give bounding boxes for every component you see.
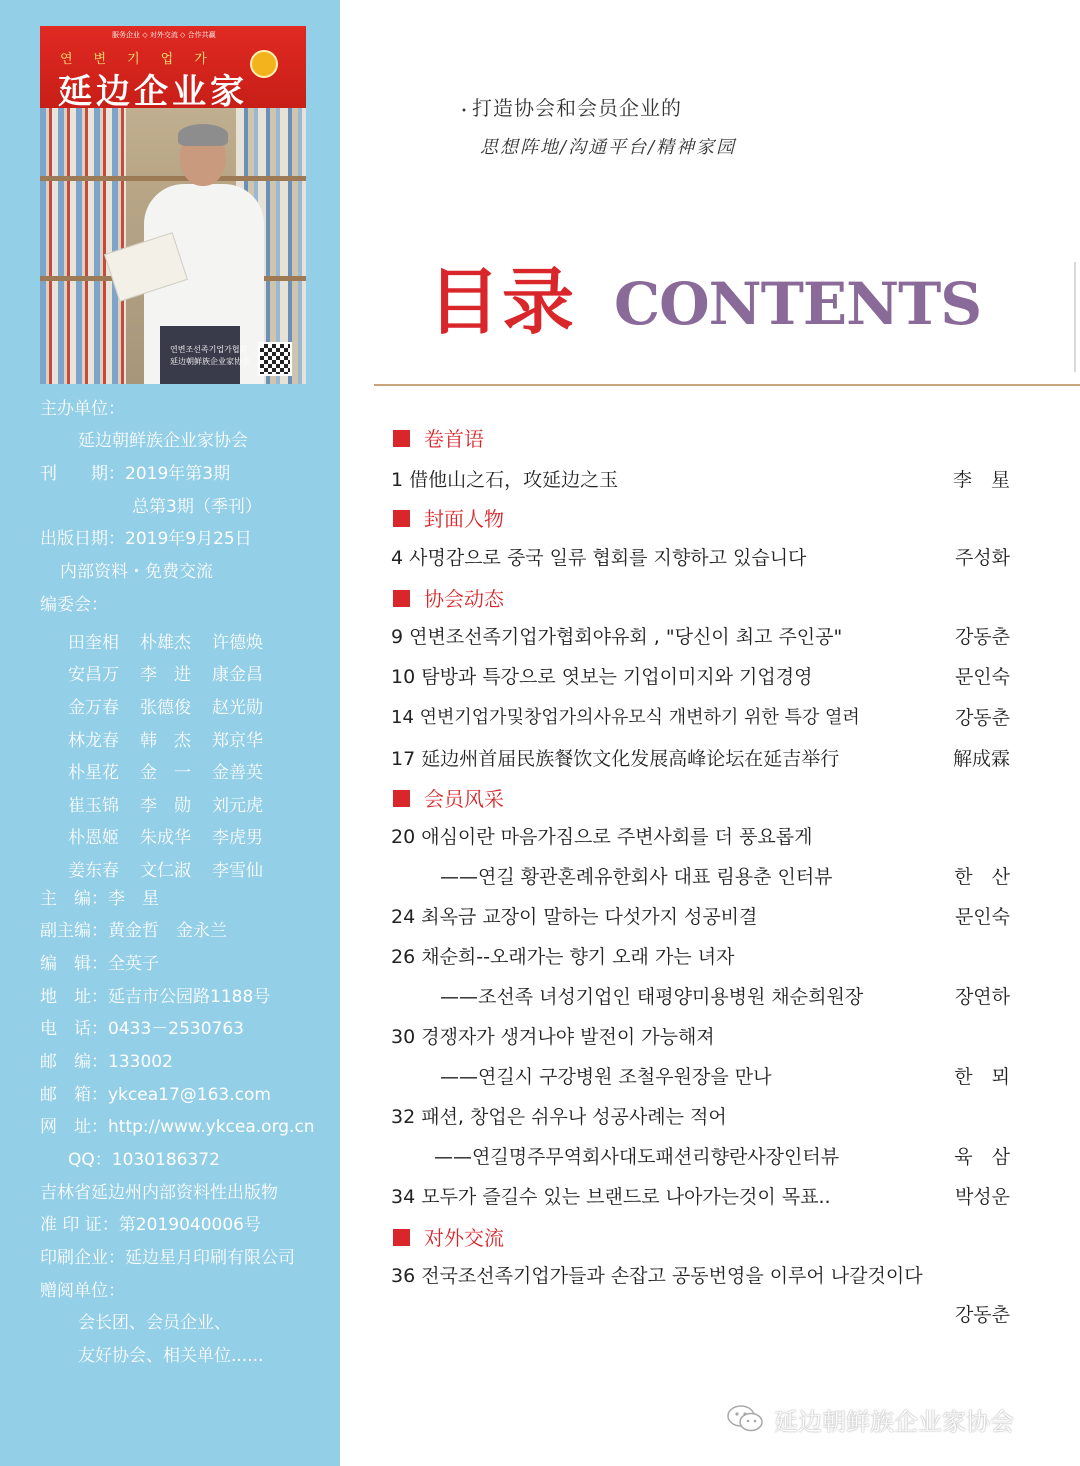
toc-author: 한 산 bbox=[954, 866, 1010, 888]
editor-row bbox=[68, 754, 298, 787]
square-bullet-icon bbox=[393, 790, 410, 807]
editor-name: 韩 杰 bbox=[140, 730, 191, 751]
magazine-cover bbox=[40, 26, 306, 384]
toc-entry[interactable]: 1 借他山之石，攻延边之玉 bbox=[391, 469, 619, 491]
host-label: 主办单位： bbox=[40, 399, 125, 419]
slogan-bullet: ・ bbox=[456, 101, 473, 120]
cover-korean-title: 연변기업가 bbox=[60, 52, 228, 67]
toc-entry-subtitle: ——연길명주무역회사대도패션리향란사장인터뷰 bbox=[434, 1146, 840, 1168]
sidebar bbox=[0, 0, 340, 1466]
toc-author: 육 삼 bbox=[954, 1146, 1010, 1168]
editor-name: 田奎相 bbox=[68, 632, 119, 653]
cover-shelf-board bbox=[40, 176, 306, 181]
editor-name: 李虎男 bbox=[212, 828, 263, 849]
toc-author: 李 星 bbox=[952, 469, 1010, 491]
print-permit: 准 印 证：第2019040006号 bbox=[40, 1215, 261, 1235]
toc-author: 문인숙 bbox=[954, 666, 1010, 688]
editor-name: 李雪仙 bbox=[212, 860, 263, 881]
editor-name: 金万春 bbox=[68, 697, 119, 718]
editor-row bbox=[68, 657, 298, 690]
editor-name: 李 进 bbox=[140, 665, 191, 686]
cover-logo-icon bbox=[250, 50, 278, 78]
section-title: 会员风采 bbox=[424, 787, 504, 811]
toc-author: 解成霖 bbox=[952, 748, 1010, 770]
editor-name: 金 一 bbox=[140, 763, 191, 784]
toc-entry[interactable]: 36 전국조선족기업가들과 손잡고 공동번영을 이루어 나갈것이다 bbox=[391, 1265, 923, 1287]
email: 邮 箱：ykcea17@163.com bbox=[40, 1085, 271, 1105]
toc-entry[interactable]: 30 경쟁자가 생겨나야 발전이 가능해져 bbox=[391, 1026, 715, 1048]
toc-entry-subtitle: ——조선족 녀성기업인 태평양미용병원 채순희원장 bbox=[440, 986, 864, 1008]
editor-name: 李 勋 bbox=[140, 795, 191, 816]
qq-number: QQ：1030186372 bbox=[68, 1150, 220, 1170]
website: 网 址：http://www.ykcea.org.cn bbox=[40, 1117, 315, 1137]
contents-title-cn: 目录 bbox=[428, 259, 577, 344]
editors-label: 编委会： bbox=[40, 595, 108, 615]
editor-name: 姜东春 bbox=[68, 860, 119, 881]
editor-name: 朴恩姬 bbox=[68, 828, 119, 849]
toc-entry[interactable]: 34 모두가 즐길수 있는 브랜드로 나아가는것이 목표.. bbox=[391, 1186, 831, 1208]
section-heading bbox=[393, 585, 504, 613]
slogan-line-2: 思想阵地/沟通平台/精神家园 bbox=[480, 137, 737, 158]
toc-author: 장연하 bbox=[954, 986, 1010, 1008]
section-title: 协会动态 bbox=[424, 587, 504, 611]
editor-name: 朱成华 bbox=[140, 828, 191, 849]
toc-author: 강동춘 bbox=[954, 707, 1010, 729]
issue-total: 总第3期（季刊） bbox=[132, 497, 262, 517]
toc-author: 강동춘 bbox=[954, 1304, 1010, 1326]
editor-name: 崔玉锦 bbox=[68, 795, 119, 816]
section-heading bbox=[393, 505, 504, 533]
toc-entry[interactable]: 10 탐방과 특강으로 엿보는 기업이미지와 기업경영 bbox=[391, 666, 813, 688]
editor-row bbox=[68, 852, 298, 885]
deputy-editor: 副主编：黄金哲 金永兰 bbox=[40, 921, 227, 941]
issue: 刊 期：2019年第3期 bbox=[40, 464, 231, 484]
toc-entry[interactable]: 14 연변기업가및창업가의사유모식 개변하기 위한 특강 열려 bbox=[391, 707, 860, 728]
wechat-icon bbox=[726, 1404, 764, 1432]
toc-entry[interactable]: 26 채순희--오래가는 향기 오래 가는 녀자 bbox=[391, 946, 735, 968]
toc-entry[interactable]: 17 延边州首届民族餐饮文化发展高峰论坛在延吉举行 bbox=[391, 748, 840, 770]
toc-entry[interactable]: 4 사명감으로 중국 일류 협회를 지향하고 있습니다 bbox=[391, 547, 807, 569]
toc-entry[interactable]: 20 애심이란 마음가짐으로 주변사회를 더 풍요롭게 bbox=[391, 826, 813, 848]
phone: 电 话：0433－2530763 bbox=[40, 1019, 244, 1039]
editor-name: 康金昌 bbox=[212, 665, 263, 686]
editor-row bbox=[68, 787, 298, 820]
gift-line-1: 会长团、会员企业、 bbox=[78, 1313, 231, 1333]
toc-author: 한 뫼 bbox=[954, 1066, 1010, 1088]
editorial-board bbox=[68, 624, 298, 885]
editor-row bbox=[68, 722, 298, 755]
cover-footer-ko: 연변조선족기업가협회 bbox=[170, 345, 248, 354]
contents-title-en: CONTENTS bbox=[614, 270, 982, 338]
cover-footer bbox=[170, 344, 250, 368]
square-bullet-icon bbox=[393, 590, 410, 607]
editor-name: 金善英 bbox=[212, 763, 263, 784]
toc-entry[interactable]: 32 패션, 창업은 쉬우나 성공사례는 적어 bbox=[391, 1106, 727, 1128]
square-bullet-icon bbox=[393, 1229, 410, 1246]
cover-footer-cn: 延边朝鲜族企业家协会 bbox=[170, 357, 250, 366]
editor-name: 许德焕 bbox=[212, 632, 263, 653]
postcode: 邮 编：133002 bbox=[40, 1052, 173, 1072]
editor-row bbox=[68, 689, 298, 722]
edge-divider bbox=[1074, 262, 1076, 372]
editor-name: 林龙春 bbox=[68, 730, 119, 751]
cover-masthead bbox=[40, 26, 306, 112]
toc-author: 강동춘 bbox=[954, 626, 1010, 648]
square-bullet-icon bbox=[393, 430, 410, 447]
toc-entry[interactable]: 24 최옥금 교장이 말하는 다섯가지 성공비결 bbox=[391, 906, 758, 928]
section-heading bbox=[393, 785, 504, 813]
account-watermark: 延边朝鲜族企业家协会 bbox=[774, 1408, 1014, 1436]
toc-entry-subtitle: ——연길시 구강병원 조철우원장을 만나 bbox=[440, 1066, 772, 1088]
editor-name: 朴雄杰 bbox=[140, 632, 191, 653]
header-rule bbox=[374, 384, 1080, 386]
editor-name: 张德俊 bbox=[140, 697, 191, 718]
slogan-line-1: 打造协会和会员企业的 bbox=[472, 96, 682, 120]
cover-title: 延边企业家 bbox=[58, 72, 248, 112]
host-name: 延边朝鲜族企业家协会 bbox=[78, 431, 248, 451]
toc-author: 박성운 bbox=[954, 1186, 1010, 1208]
cover-top-line: 服务企业 ◇ 对外交流 ◇ 合作共赢 bbox=[112, 31, 216, 39]
gift-label: 赠阅单位： bbox=[40, 1281, 125, 1301]
editor-name: 朴星花 bbox=[68, 763, 119, 784]
toc-entry[interactable]: 9 연변조선족기업가협회야유회 , "당신이 최고 주인공" bbox=[391, 626, 843, 648]
section-title: 卷首语 bbox=[424, 427, 484, 451]
qr-code-icon bbox=[258, 342, 292, 376]
gift-line-2: 友好协会、相关单位...... bbox=[78, 1346, 264, 1366]
internal-note: 内部资料・免费交流 bbox=[60, 562, 213, 582]
pub-date: 出版日期：2019年9月25日 bbox=[40, 529, 252, 549]
section-heading bbox=[393, 425, 484, 453]
section-heading bbox=[393, 1224, 504, 1252]
address: 地 址：延吉市公园路1188号 bbox=[40, 987, 271, 1007]
toc-entry-subtitle: ——연길 황관혼례유한회사 대표 림용춘 인터뷰 bbox=[440, 866, 833, 888]
publication-type: 吉林省延边州内部资料性出版物 bbox=[40, 1183, 278, 1203]
toc-author: 주성화 bbox=[954, 547, 1010, 569]
square-bullet-icon bbox=[393, 510, 410, 527]
editor-name: 郑京华 bbox=[212, 730, 263, 751]
editor-name: 安昌万 bbox=[68, 665, 119, 686]
cover-person-hair bbox=[178, 124, 228, 146]
toc-author: 문인숙 bbox=[954, 906, 1010, 928]
editor-row bbox=[68, 624, 298, 657]
section-title: 对外交流 bbox=[424, 1226, 504, 1250]
printer: 印刷企业：延边星月印刷有限公司 bbox=[40, 1248, 295, 1268]
cover-bookshelf-left bbox=[40, 108, 126, 384]
section-title: 封面人物 bbox=[424, 507, 504, 531]
editor: 编 辑：全英子 bbox=[40, 954, 159, 974]
editor-name: 刘元虎 bbox=[212, 795, 263, 816]
editor-name: 赵光勋 bbox=[212, 697, 263, 718]
editor-row bbox=[68, 820, 298, 853]
chief-editor: 主 编：李 星 bbox=[40, 889, 159, 909]
editor-name: 文仁淑 bbox=[140, 860, 191, 881]
